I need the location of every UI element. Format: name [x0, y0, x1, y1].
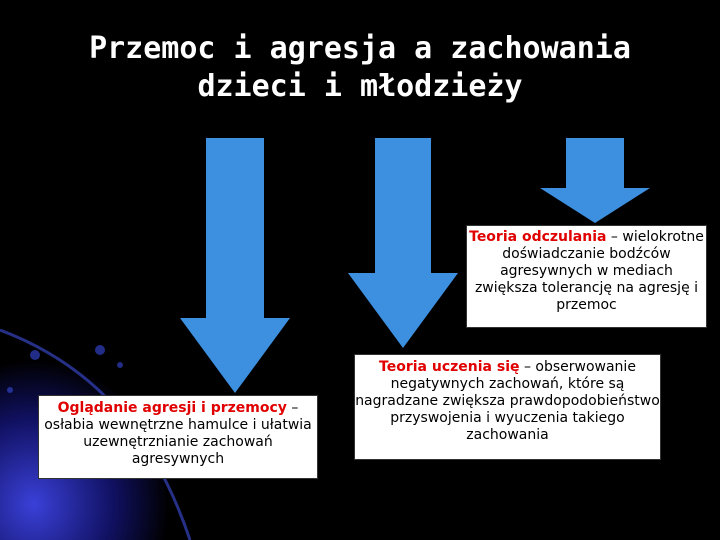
box-right-text: – wielokrotne doświadczanie bodźców agresywnych w mediach zwiększa tolerancję na agresję i przemoc	[474, 229, 704, 313]
box-left-highlight: Oglądanie agresji i przemocy	[57, 400, 287, 416]
title-line-2: dzieci i młodzieży	[197, 69, 523, 104]
slide-title	[40, 30, 680, 106]
box-middle-text: – obserwowanie negatywnych zachowań, które są nagradzane zwiększa prawdopodobieństwo przyswojenia i wyuczenia takiego zachowania	[355, 359, 660, 443]
box-right-highlight: Teoria odczulania	[469, 229, 607, 245]
box-middle	[354, 354, 661, 460]
arrow-middle	[348, 138, 458, 348]
box-right	[466, 225, 707, 328]
box-left-text: – osłabia wewnętrzne hamulce i ułatwia uzewnętrznianie zachowań agresywnych	[44, 400, 312, 467]
box-middle-highlight: Teoria uczenia się	[379, 359, 520, 375]
arrow-left	[180, 138, 290, 393]
arrow-right	[540, 138, 650, 223]
title-line-1: Przemoc i agresja a zachowania	[89, 31, 631, 66]
box-left	[38, 395, 318, 479]
